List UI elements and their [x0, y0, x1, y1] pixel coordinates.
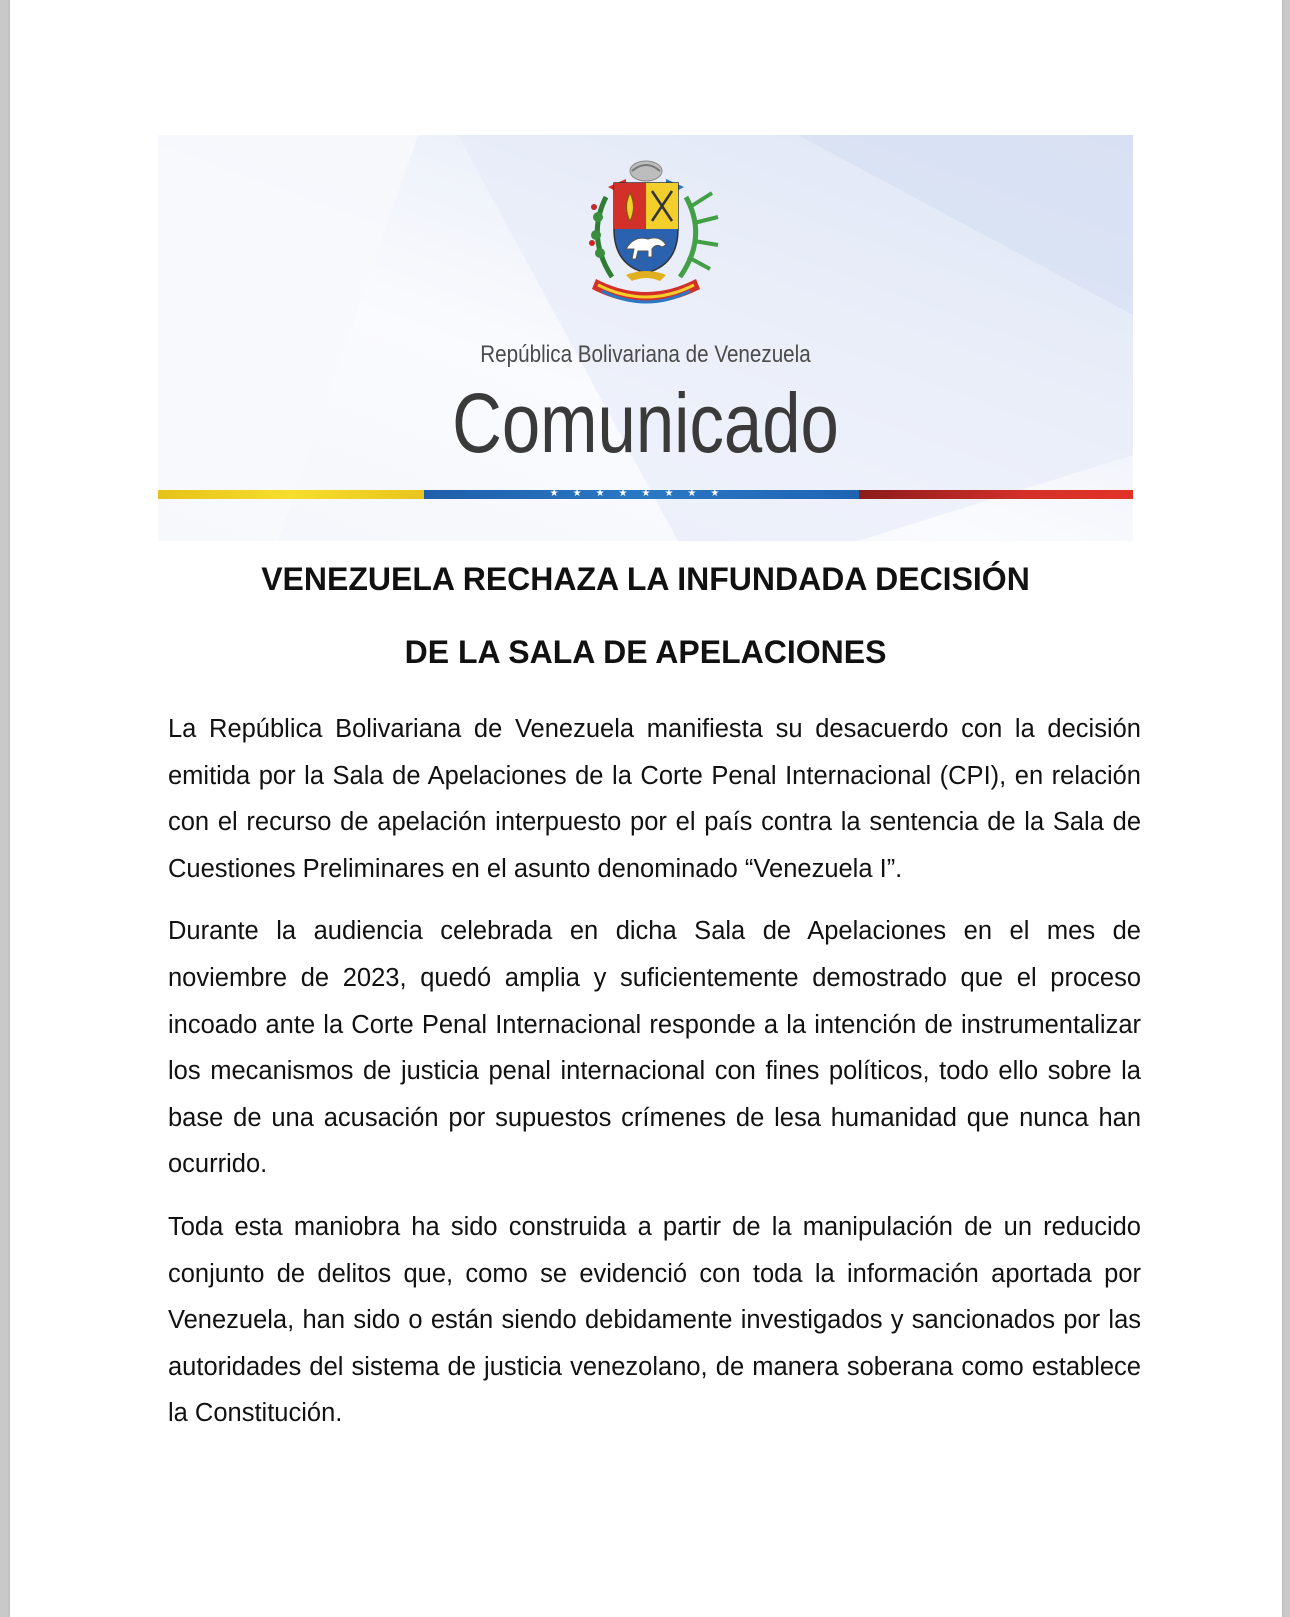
- paragraph-1: La República Bolivariana de Venezuela manifiesta su desacuerdo con la decisión emitida por la Sala de Apelaciones de la Corte Penal Internacional (CPI), en relación con el recurso de apelación interpuesto por el país contra la sentencia de la Sala de Cuestiones Preliminares en el asunto denominado “Venezuela I”.: [168, 715, 1141, 883]
- country-name: República Bolivariana de Venezuela: [480, 341, 811, 368]
- document-page: [10, 0, 1282, 1617]
- body-text: [168, 706, 1141, 1453]
- stars-icon: ★★★★★★★★: [549, 488, 734, 499]
- paragraph-3: Toda esta maniobra ha sido construida a partir de la manipulación de un reducido conjunto de delitos que, como se evidenció con toda la información aportada por Venezuela, han sido o están siendo debidamente investigados y sancionados por las autoridades del sistema de justicia venezolano, de manera soberana como establece la Constitución.: [168, 1212, 1141, 1428]
- venezuela-coat-of-arms-icon: [568, 157, 723, 317]
- stripe-red: [859, 490, 1133, 499]
- paragraph-2: Durante la audiencia celebrada en dicha Sala de Apelaciones en el mes de noviembre de 2023, quedó amplia y suficientemente demostrado que el proceso incoado ante la Corte Penal Internacional responde a la intención de instrumentalizar los mecanismos de justicia penal internacional con fines políticos, todo ello sobre la base de una acusación por supuestos crímenes de lesa humanidad que nunca han ocurrido.: [168, 917, 1141, 1179]
- stripe-blue: [424, 490, 859, 499]
- stripe-yellow: [158, 490, 424, 499]
- headline-line-2: DE LA SALA DE APELACIONES: [404, 634, 887, 670]
- tricolor-stripe: [158, 490, 1133, 499]
- headline-line-1: VENEZUELA RECHAZA LA INFUNDADA DECISIÓN: [261, 561, 1030, 597]
- document-label: Comunicado: [452, 376, 839, 470]
- header-banner: [158, 135, 1133, 541]
